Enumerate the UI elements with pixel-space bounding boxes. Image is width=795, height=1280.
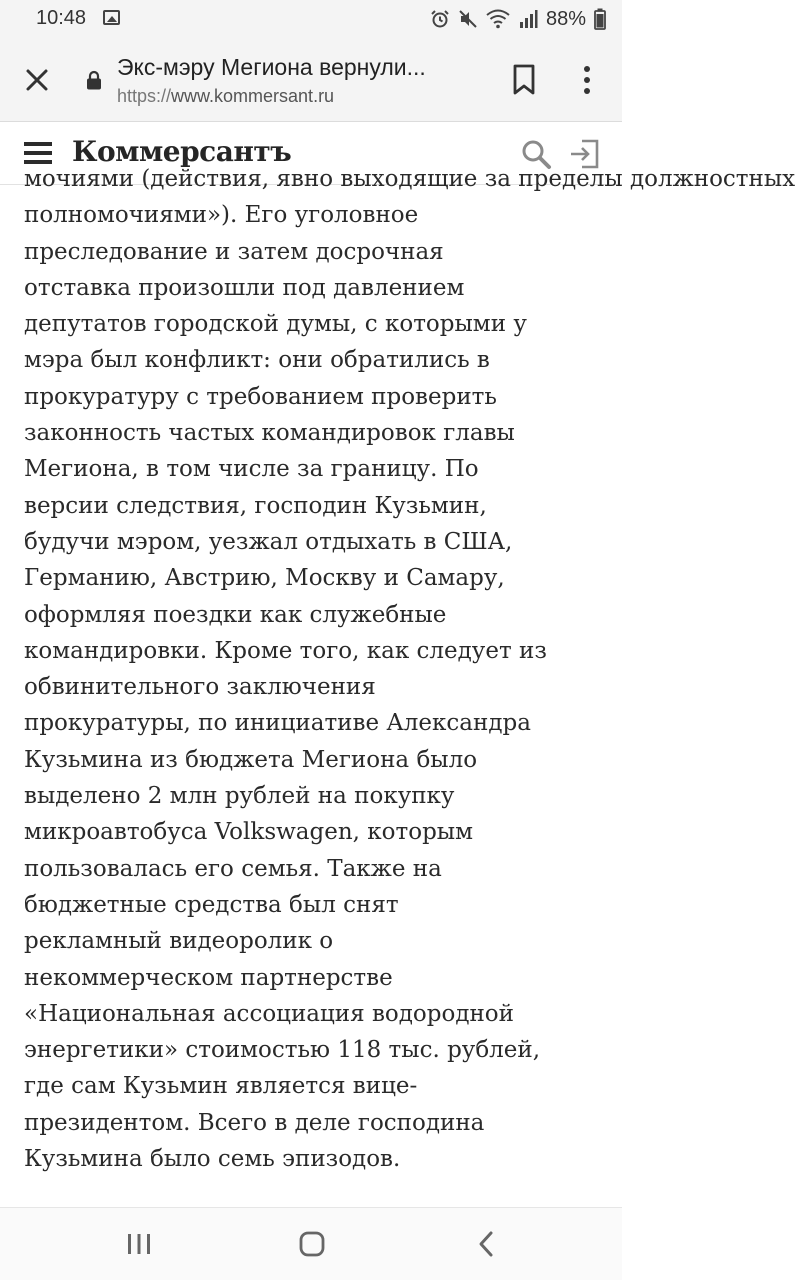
gallery-icon — [103, 10, 120, 25]
article-line: командировки. Кроме того, как следует из — [24, 637, 547, 664]
article-line: депутатов городской думы, с которыми у — [24, 311, 527, 338]
article-line: мэра был конфликт: они обратились в — [24, 347, 490, 374]
status-bar — [0, 0, 622, 38]
article-line: пользовалась его семья. Также на — [24, 855, 442, 882]
article-line: микроавтобуса Volkswagen, которым — [24, 819, 474, 846]
article-line: некоммерческом партнерстве — [24, 964, 393, 991]
bookmark-icon[interactable] — [510, 63, 538, 97]
article-line: Кузьмина было семь эпизодов. — [24, 1146, 401, 1173]
article-line: полномочиями»). Его уголовное — [24, 202, 419, 229]
article-line: где сам Кузьмин является вице- — [24, 1073, 418, 1100]
battery-percent: 88% — [545, 7, 586, 30]
page-title[interactable]: Экс-мэру Мегиона вернули... — [117, 54, 426, 80]
url-bar[interactable] — [117, 86, 334, 107]
article-line: выделено 2 млн рублей на покупку — [24, 783, 455, 810]
recent-apps-icon[interactable] — [126, 1232, 152, 1256]
lock-icon — [86, 70, 102, 90]
article-line: преследование и затем досрочная — [24, 238, 444, 265]
close-icon[interactable] — [22, 65, 52, 95]
site-logo[interactable]: Коммерсантъ — [72, 135, 292, 168]
home-icon[interactable] — [298, 1230, 326, 1258]
back-icon[interactable] — [476, 1230, 496, 1258]
article-line: будучи мэром, уезжал отдыхать в США, — [24, 528, 513, 555]
article-line: обвинительного заключения — [24, 674, 376, 701]
signal-icon — [518, 9, 538, 29]
article-line: энергетики» стоимостью 118 тыс. рублей, — [24, 1037, 541, 1064]
more-vert-icon[interactable] — [575, 63, 599, 97]
system-nav-bar — [0, 1207, 622, 1280]
article-line: рекламный видеоролик о — [24, 928, 334, 955]
status-icons — [430, 6, 606, 32]
browser-toolbar — [0, 38, 622, 122]
article-line: прокуратуры, по инициативе Александра — [24, 710, 531, 737]
article-line: оформляя поездки как служебные — [24, 601, 447, 628]
article-line: версии следствия, господин Кузьмин, — [24, 492, 487, 519]
alarm-icon — [430, 9, 450, 29]
status-time: 10:48 — [36, 7, 87, 29]
article-line: бюджетные средства был снят — [24, 891, 399, 918]
article-line: Мегиона, в том числе за границу. По — [24, 456, 479, 483]
article-line: прокуратуру с требованием проверить — [24, 383, 497, 410]
article-line: мочиями (действия, явно выходящие за пределы должностных — [24, 166, 795, 192]
article-line: президентом. Всего в деле господина — [24, 1109, 485, 1136]
article-line: Германию, Австрию, Москву и Самару, — [24, 565, 505, 592]
article-line: законность частых командировок главы — [24, 420, 515, 447]
article-line: Кузьмина из бюджета Мегиона было — [24, 746, 478, 773]
article-text — [24, 161, 795, 1177]
battery-icon — [594, 8, 606, 30]
wifi-icon — [486, 9, 510, 29]
url-scheme: https:// — [117, 86, 172, 106]
url-host: www.kommersant.ru — [171, 86, 335, 106]
article-line: отставка произошли под давлением — [24, 274, 465, 301]
article-body — [0, 166, 795, 1207]
article-line: «Национальная ассоциация водородной — [24, 1000, 514, 1027]
mute-icon — [458, 9, 478, 29]
